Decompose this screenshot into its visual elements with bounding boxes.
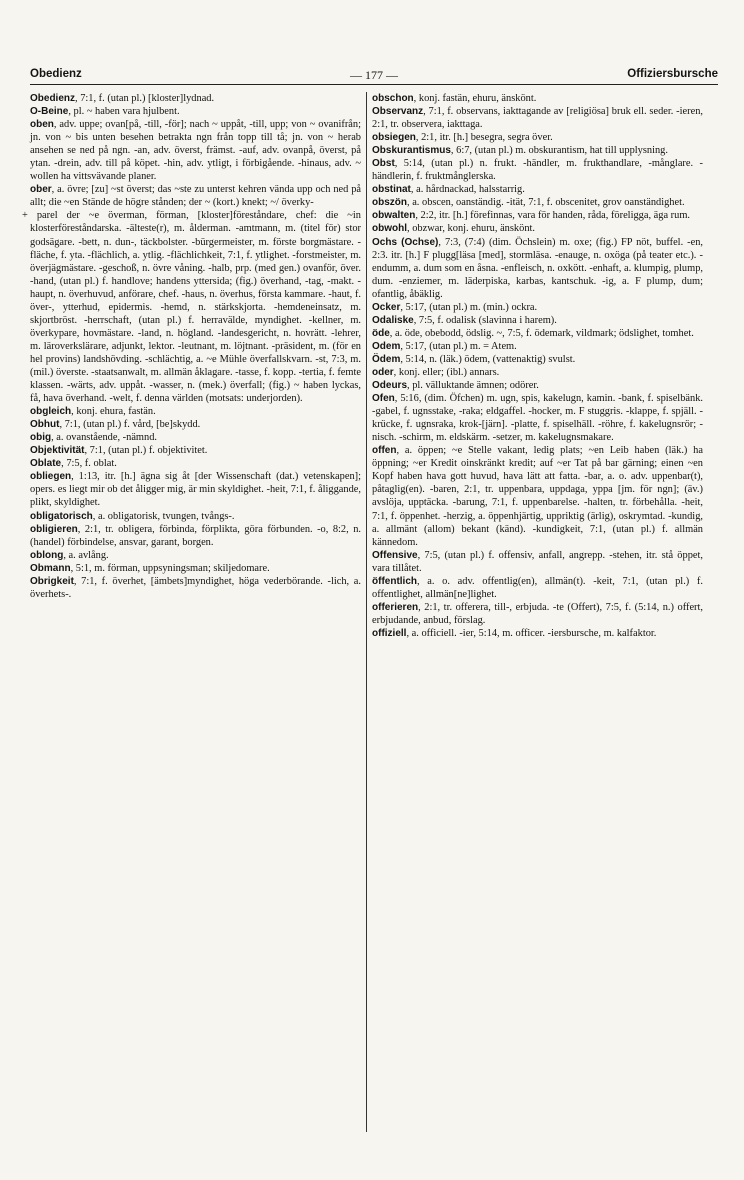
columns	[22, 92, 718, 1118]
dictionary-entry: Obst, 5:14, (utan pl.) n. frukt. -händler, m. frukthandlare, -månglare. -händlerin, f. fruktmånglerska.	[372, 158, 703, 183]
left-column	[22, 92, 361, 601]
dictionary-entry: obwohl, obzwar, konj. ehuru, änskönt.	[372, 223, 535, 235]
dictionary-entry: Odeurs, pl. välluktande ämnen; odörer.	[372, 380, 539, 392]
dictionary-entry: Ochs (Ochse), 7:3, (7:4) (dim. Öchslein) m. oxe; (fig.) FP nöt, buffel. -en, 2:3. itr. [h.] F plugg[läsa [med], stormläsa. -enauge, n. oxöga (på teater etc.). -endumm, a. dum som en åsna. -enfleisch, n. oxkött. -enhaft, a. klumpig, plump, dum. -enziemer, m. läderpiska, karbas, kantschuk. -ig, a. F plump, dum; ofantlig, åbäklig.	[372, 236, 703, 300]
page-header	[30, 68, 718, 84]
dictionary-entry: Obedienz, 7:1, f. (utan pl.) [kloster]lydnad.	[30, 93, 215, 104]
dictionary-entry: Objektivität, 7:1, (utan pl.) f. objektivitet.	[30, 445, 208, 457]
dictionary-entry: + parel der ~e överman, förman, [kloster]föreståndare, chef: die ~in klosterföreståndarska. -älteste(r), m. ålderman. -amtmann, m. (titel för) stor godsägare. -bett, n. dun-, täckbolster. -bürgermeister, m. förste borgmästare. -fläche, f. yta. -flächlich, a. ytlig. -flächlichkeit, 7:1, f. ytlighet. -forstmeister, m. överjägmästare. -geschoß, n. övre våning. -halb, prp. (med gen.) ovanför, över. -hand, (utan pl.) f. handlove; handens yttersida; (fig.) överhand, -tag, -makt. -haupt, n. överhuvud, anförare, chef. -haus, n. överhus, första kammare. -haut, f. över-, ytterhud, epidermis. -hemd, n. stärkskjorta. -hemdeneinsatz, m. skjortbröst. -herrschaft, (utan pl.) f. herravälde, myndighet. -kellner, m. överkypare, hovmästare. -land, n. högland. -landesgericht, n. hovrätt. -lehrer, m. läroverkslärare, adjunkt, lektor. -leutnant, m. löjtnant. -präsident, m. (för en hel provins) landshövding. -schlächtig, a. ~e Mühle överfallskvarn. -st, 7:3, m. (mil.) överste. -staatsanwalt, m. allmän åklagare. -tasse, f. kopp. -tertia, f. femte klassen. -wärts, adv. uppåt. -wasser, n. (mek.) överfall; (fig.) ~ haben lyckas, få, hava överhand. -welt, f. denna världen (motsats: underjorden).	[22, 210, 361, 405]
dictionary-entry: Obmann, 5:1, m. förman, uppsyningsman; skiljedomare.	[30, 562, 270, 574]
header-rule	[30, 84, 718, 85]
header-left-guideword: Obedienz	[30, 68, 82, 80]
dictionary-entry: Oblate, 7:5, f. oblat.	[30, 458, 117, 470]
dictionary-entry: Offensive, 7:5, (utan pl.) f. offensiv, anfall, angrepp. -stehen, itr. stå öppet, vara tillåtet.	[372, 549, 703, 574]
dictionary-entry: obstinat, a. hårdnackad, halsstarrig.	[372, 184, 525, 196]
dictionary-entry: offen, a. öppen; ~e Stelle vakant, ledig plats; ~en Leib haben (läk.) ha öppning; ~er Kredit oinskränkt kredit; auf ~er Tat på bar gärning; einen ~en Kopf haben hava gott huvud, hava lätt att fatta. -bar, a. o. adv. uppenbar(t), påtaglig(en). -baren, 2:1, tr. uppenbara, uppdaga, yppa [jm. för ngn]; (äv.) avslöja, upptäcka. -barung, 7:1, f. uppenbarelse. -halten, tr. förbehålla. -heit, 7:1, f. öppenhet. -herzig, a. öppenhjärtig, uppriktig (ärlig), oskrymtad. -kundig, a. allmänt (allom) bekant (känd). -kundigkeit, 7:1, (utan pl.) f. allmän kännedom.	[372, 445, 703, 548]
dictionary-entry: obszön, a. obscen, oanständig. -ität, 7:1, f. obscenitet, grov oanständighet.	[372, 197, 685, 209]
dictionary-entry: Odaliske, 7:5, f. odalisk (slavinna i harem).	[372, 314, 557, 326]
dictionary-entry: Ocker, 5:17, (utan pl.) m. (min.) ockra.	[372, 301, 538, 313]
dictionary-entry: obig, a. ovanstående, -nämnd.	[30, 432, 157, 444]
dictionary-entry: Obrigkeit, 7:1, f. överhet, [ämbets]myndighet, höga vederbörande. -lich, a. överhets-.	[30, 575, 361, 600]
dictionary-entry: öde, a. öde, obebodd, ödslig. ~, 7:5, f. ödemark, vildmark; ödslighet, tomhet.	[372, 327, 694, 339]
right-column	[372, 92, 703, 640]
dictionary-entry: offerieren, 2:1, tr. offerera, till-, erbjuda. -te (Offert), 7:5, f. (5:14, n.) offert, erbjudande, anbud, förslag.	[372, 601, 703, 626]
dictionary-entry: obliegen, 1:13, itr. [h.] ägna sig åt [der Wissenschaft (dat.) vetenskapen]; opers. es liegt mir ob det åligger mig, är min skyldighet. -heit, 7:1, f. åliggande, plikt, skyldighet.	[30, 471, 361, 509]
dictionary-entry: Observanz, 7:1, f. observans, iakttagande av [religiösa] bruk ell. seder. -ieren, 2:1, tr. observera, iakttaga.	[372, 106, 703, 131]
column-divider	[366, 92, 367, 1132]
dictionary-entry: Ödem, 5:14, n. (läk.) ödem, (vattenaktig) svulst.	[372, 353, 576, 365]
dictionary-entry: obligatorisch, a. obligatorisk, tvungen, tvångs-.	[30, 510, 235, 522]
dictionary-entry: obgleich, konj. ehura, fastän.	[30, 406, 156, 418]
dictionary-entry: Obskurantismus, 6:7, (utan pl.) m. obskurantism, hat till upplysning.	[372, 145, 668, 157]
dictionary-entry: obschon, konj. fastän, ehuru, änskönt.	[372, 93, 537, 104]
dictionary-entry: öffentlich, a. o. adv. offentlig(en), allmän(t). -keit, 7:1, (utan pl.) f. offentlighet, allmän[ne]lighet.	[372, 575, 703, 600]
dictionary-entry: oder, konj. eller; (ibl.) annars.	[372, 366, 500, 378]
header-right-guideword: Offiziersbursche	[627, 68, 718, 80]
dictionary-entry: obligieren, 2:1, tr. obligera, förbinda, förplikta, göra förbunden. -o, 8:2, n. (handel) förbindelse, ansvar, garant, borgen.	[30, 523, 361, 548]
dictionary-entry: obsiegen, 2:1, itr. [h.] besegra, segra över.	[372, 132, 553, 144]
page-number: — 177 —	[350, 68, 398, 82]
dictionary-entry: obwalten, 2:2, itr. [h.] förefinnas, vara för handen, råda, föreligga, äga rum.	[372, 210, 691, 222]
dictionary-entry: Obhut, 7:1, (utan pl.) f. vård, [be]skydd.	[30, 419, 201, 431]
dictionary-page	[22, 68, 718, 1118]
dictionary-entry: ober, a. övre; [zu] ~st överst; das ~ste zu unterst kehren vända upp och ned på allt; die ~en Stände de högre stånden; der ~ (kort.) knekt; ~/ överky-	[30, 184, 361, 209]
dictionary-entry: Odem, 5:17, (utan pl.) m. = Atem.	[372, 340, 517, 352]
dictionary-entry: offiziell, a. officiell. -ier, 5:14, m. officer. -iersbursche, m. kalfaktor.	[372, 627, 657, 639]
dictionary-entry: Ofen, 5:16, (dim. Öfchen) m. ugn, spis, kakelugn, kamin. -bank, f. spiselbänk. -gabel, f. ugnsstake, -raka; eldgaffel. -hocker, m. F stuggris. -klappe, f. spjäll. -krücke, f. ugnsraka, krok-[järn]. -platte, f. spiselhäll. -röhre, f. kakelugnsrör; -nisch. -schirm, m. eldskärm. -setzer, m. kakelugnsmakare.	[372, 393, 703, 444]
dictionary-entry: oben, adv. uppe; ovan[på, -till, -för]; nach ~ uppåt, -till, upp; von ~ ovanifrån; jn. von ~ bis unten besehen betrakta ngn från topp till tå; jn. von ~ herab ansehen se ned på ngn. -an, adv. överst, främst. -auf, adv. ovanpå, överst, på ytan. -drein, adv. till på köpet. -hin, adv. ytligt, i förbigående. -hinaus, adv. ~ wollen ha vittsvävande planer.	[30, 119, 361, 183]
dictionary-entry: O-Beine, pl. ~ haben vara hjulbent.	[30, 106, 180, 118]
dictionary-entry: oblong, a. avlång.	[30, 549, 109, 561]
